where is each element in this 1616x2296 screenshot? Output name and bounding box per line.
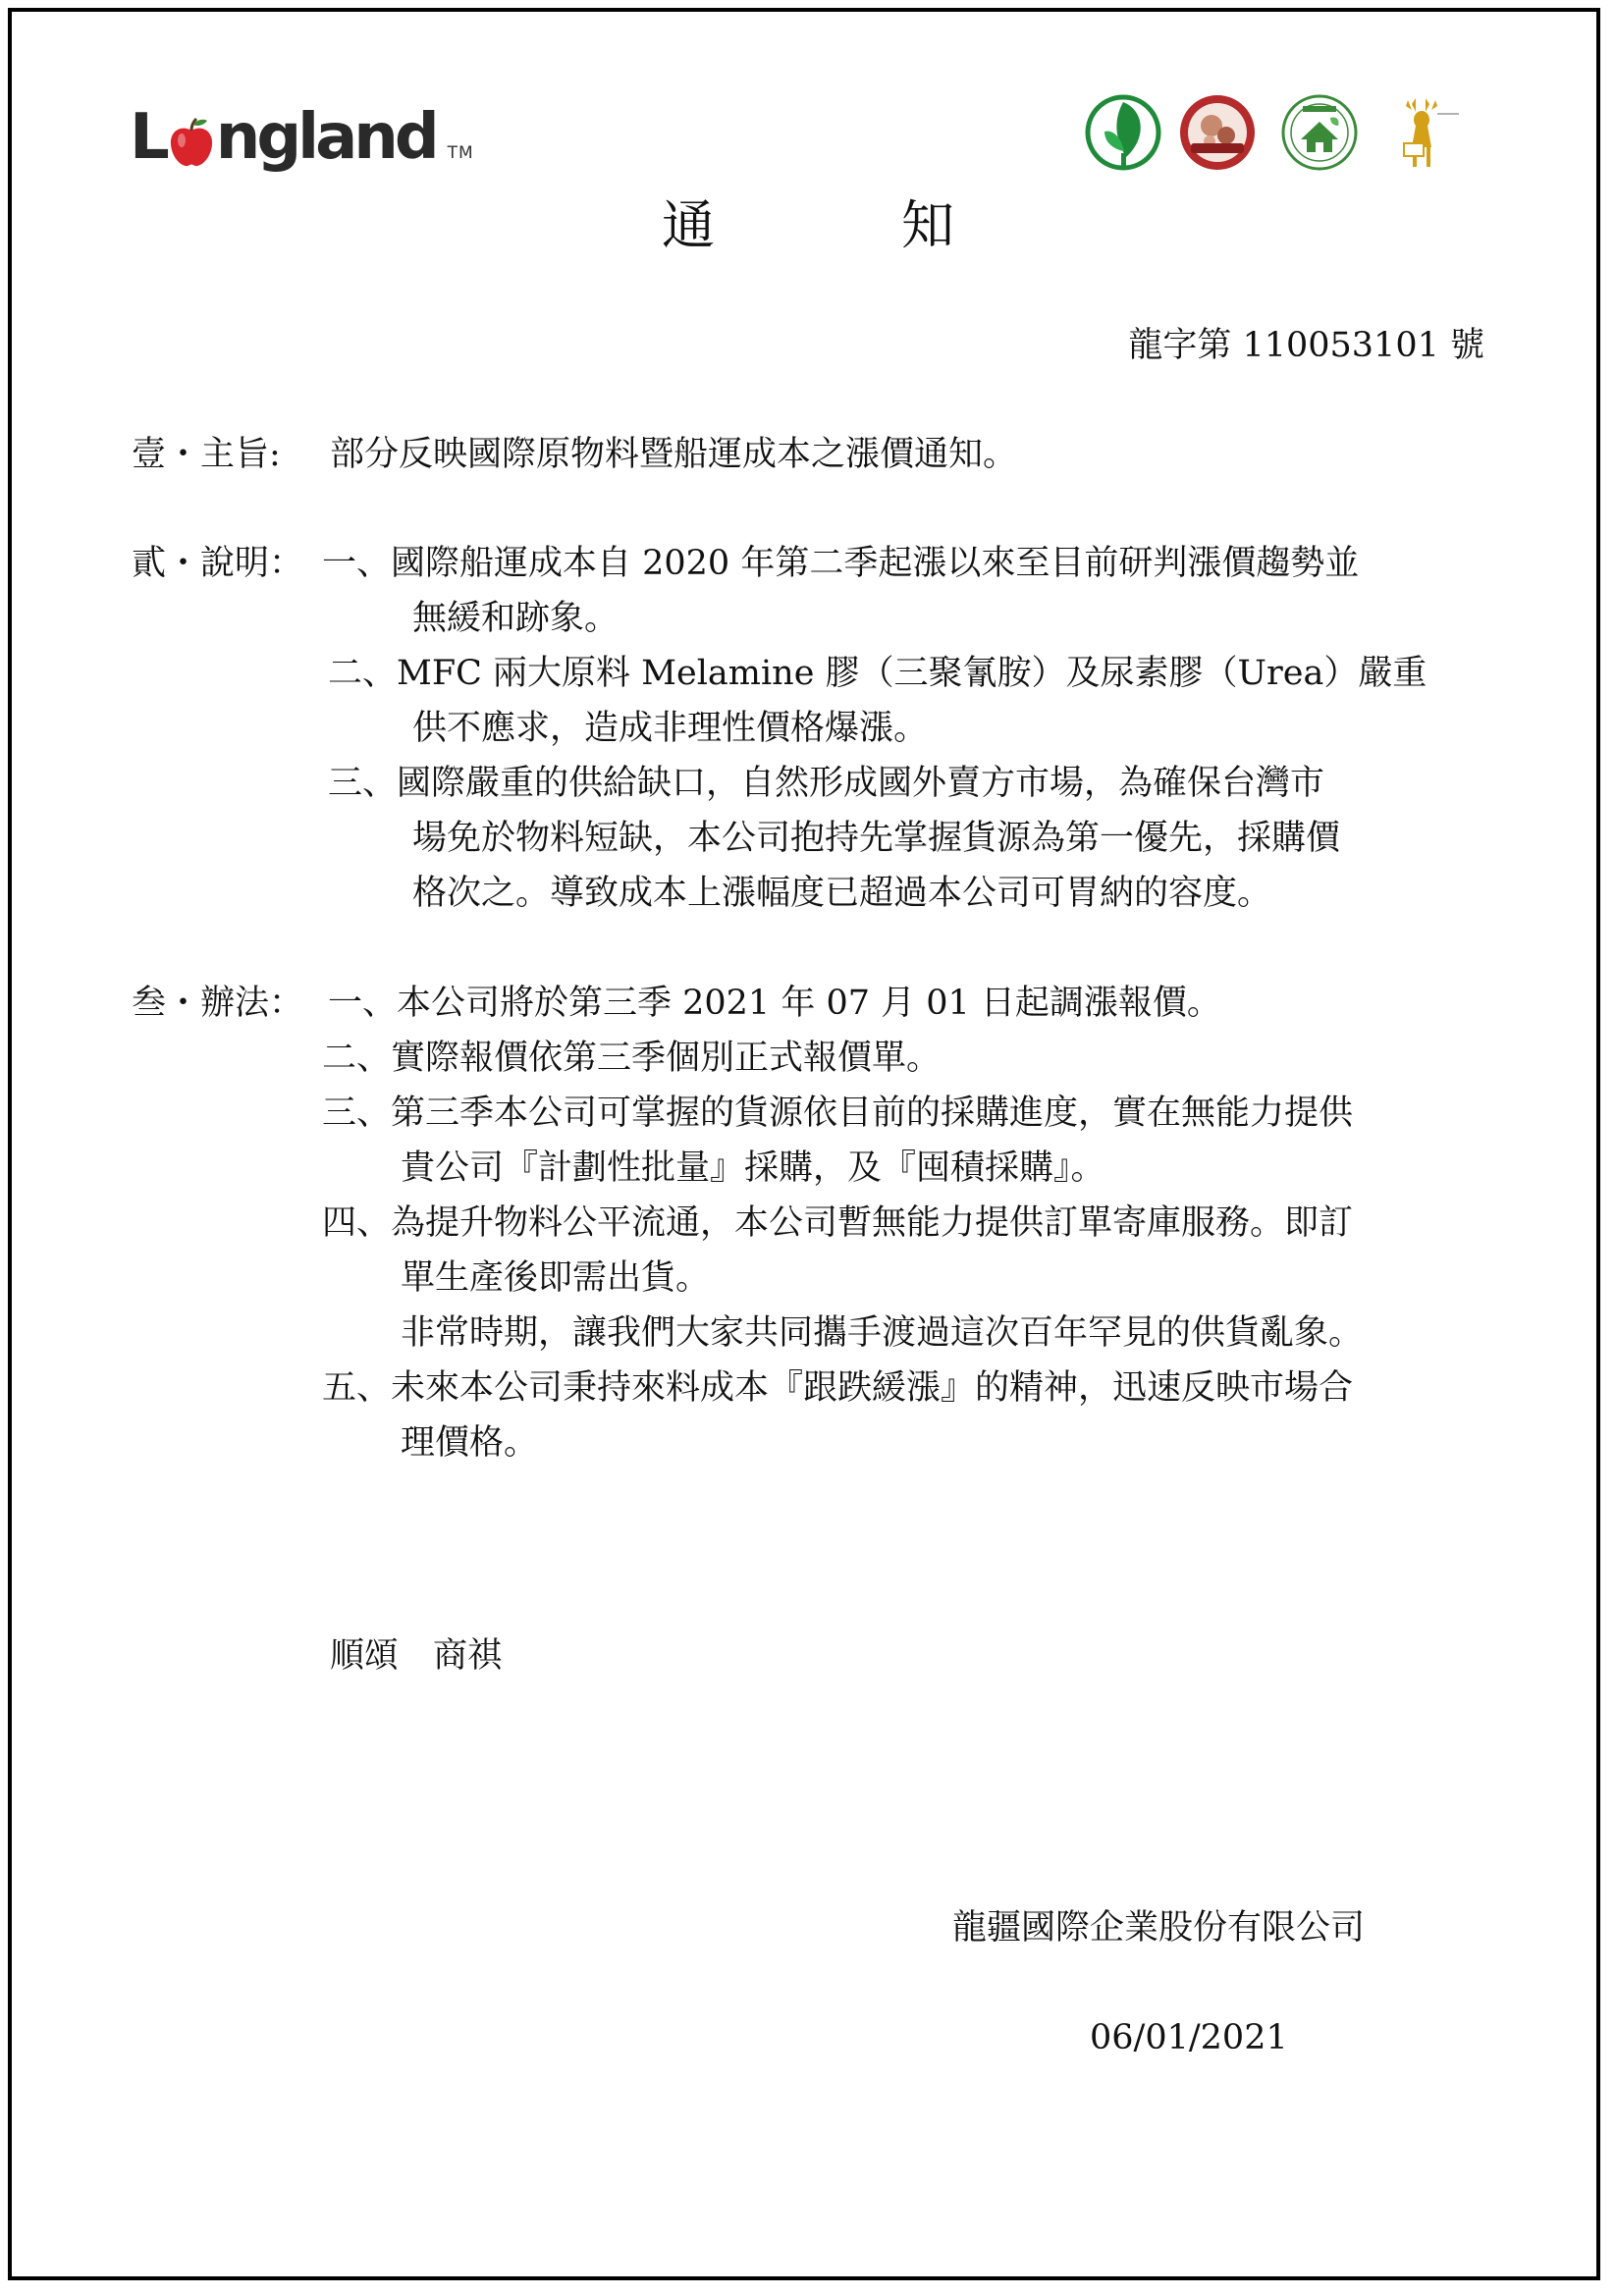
section-three-item-3-line-2: 貴公司『計劃性批量』採購，及『囤積採購』。 xyxy=(401,1148,1105,1188)
notice-title xyxy=(0,191,1616,260)
section-three-item-5-line-1: 五、未來本公司秉持來料成本『跟跌緩漲』的精神，迅速反映市場合 xyxy=(322,1368,1354,1408)
logo-wordmark xyxy=(130,101,436,174)
section-two-item-3-line-3: 格次之。導致成本上漲幅度已超過本公司可胃納的容度。 xyxy=(412,874,1272,913)
logo-letter-l: L xyxy=(130,101,166,174)
antibacterial-seal-icon xyxy=(1177,92,1258,173)
red-apple-o-icon xyxy=(168,116,215,167)
section-two-item-3-line-1: 三、國際嚴重的供給缺口，自然形成國外賣方市場，為確保台灣市 xyxy=(328,764,1325,803)
company-name: 龍疆國際企業股份有限公司 xyxy=(952,1908,1366,1948)
notice-date: 06/01/2021 xyxy=(1090,2018,1288,2057)
section-two-item-3-line-2: 場免於物料短缺，本公司抱持先掌握貨源為第一優先，採購價 xyxy=(412,819,1341,858)
section-two-item-1-line-2: 無緩和跡象。 xyxy=(412,599,619,638)
green-mark-leaf-icon xyxy=(1083,92,1163,173)
section-three-item-1: 一、本公司將於第三季 2021 年 07 月 01 日起調漲報價。 xyxy=(328,984,1221,1023)
title-char-1: 通 xyxy=(662,194,715,256)
section-two-heading: 貳・說明： xyxy=(132,544,304,583)
section-one-heading: 壹・主旨: xyxy=(132,435,281,474)
section-two-item-2-line-2: 供不應求，造成非理性價格爆漲。 xyxy=(412,709,929,748)
section-three-item-4-line-1: 四、為提升物料公平流通，本公司暫無能力提供訂單寄庫服務。即訂 xyxy=(322,1203,1354,1243)
longland-logo xyxy=(130,90,474,174)
section-three-heading: 叁・辦法： xyxy=(132,984,304,1023)
section-two-item-2-line-1: 二、MFC 兩大原料 Melamine 膠（三聚氰胺）及尿素膠（Urea）嚴重 xyxy=(328,654,1427,693)
section-one-text: 部分反映國際原物料暨船運成本之漲價通知。 xyxy=(330,435,1018,474)
section-three-item-2: 二、實際報價依第三季個別正式報價單。 xyxy=(322,1039,942,1078)
logo-word-rest: ngland xyxy=(215,101,436,174)
title-char-2: 知 xyxy=(901,194,954,256)
section-three-item-5-line-2: 理價格。 xyxy=(401,1423,539,1463)
reference-number: 龍字第 110053101 號 xyxy=(1128,326,1484,365)
section-three-item-3-line-1: 三、第三季本公司可掌握的貨源依目前的採購進度，實在無能力提供 xyxy=(322,1094,1354,1133)
section-two-item-1-line-1: 一、國際船運成本自 2020 年第二季起漲以來至目前研判漲價趨勢並 xyxy=(322,544,1360,583)
trademark-symbol: TM xyxy=(447,143,474,163)
section-three-item-4-line-2: 單生產後即需出貨。 xyxy=(401,1258,711,1298)
golden-deer-eo-icon xyxy=(1382,92,1463,173)
green-building-material-seal-icon xyxy=(1279,92,1360,173)
section-three-item-4-line-3: 非常時期，讓我們大家共同攜手渡過這次百年罕見的供貨亂象。 xyxy=(401,1313,1364,1353)
closing-salutation: 順頌 商祺 xyxy=(330,1636,503,1676)
